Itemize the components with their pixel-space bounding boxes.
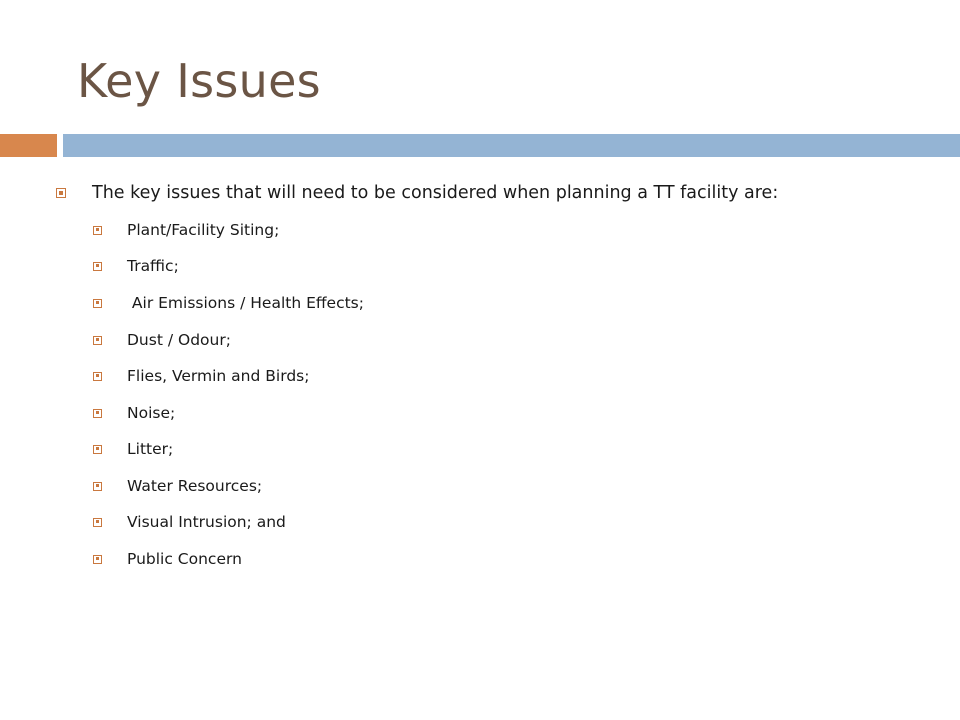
issue-text: Noise; — [127, 404, 176, 422]
list-item — [93, 511, 286, 533]
title-accent-bar-orange — [0, 134, 57, 157]
square-bullet-icon — [93, 262, 102, 271]
list-item — [93, 475, 262, 497]
list-item — [93, 438, 173, 460]
issue-text: Water Resources; — [127, 477, 263, 495]
square-bullet-icon — [93, 518, 102, 527]
square-bullet-icon — [93, 445, 102, 454]
list-item — [93, 365, 309, 387]
list-item-intro — [56, 180, 778, 206]
square-bullet-icon — [93, 299, 102, 308]
intro-text: The key issues that will need to be considered when planning a TT facility are: — [92, 183, 779, 203]
issue-text: Plant/Facility Siting; — [127, 221, 280, 239]
square-bullet-icon — [93, 482, 102, 491]
list-item — [93, 402, 175, 424]
square-bullet-icon — [93, 226, 102, 235]
list-item — [93, 255, 179, 277]
issue-text: Litter; — [127, 440, 174, 458]
issue-text: Public Concern — [127, 550, 242, 568]
issue-text: Visual Intrusion; and — [127, 513, 286, 531]
issue-text: Air Emissions / Health Effects; — [127, 294, 364, 312]
issue-text: Traffic; — [127, 257, 179, 275]
square-bullet-icon — [93, 336, 102, 345]
square-bullet-icon — [93, 555, 102, 564]
list-item — [93, 219, 279, 241]
title-accent-bar-blue — [63, 134, 960, 157]
square-bullet-icon — [93, 372, 102, 381]
list-item — [93, 292, 364, 314]
list-item — [93, 329, 231, 351]
square-bullet-icon — [93, 409, 102, 418]
issue-text: Flies, Vermin and Birds; — [127, 367, 310, 385]
square-bullet-icon — [56, 188, 66, 198]
slide-title: Key Issues — [77, 54, 321, 108]
list-item — [93, 548, 242, 570]
issue-text: Dust / Odour; — [127, 331, 231, 349]
